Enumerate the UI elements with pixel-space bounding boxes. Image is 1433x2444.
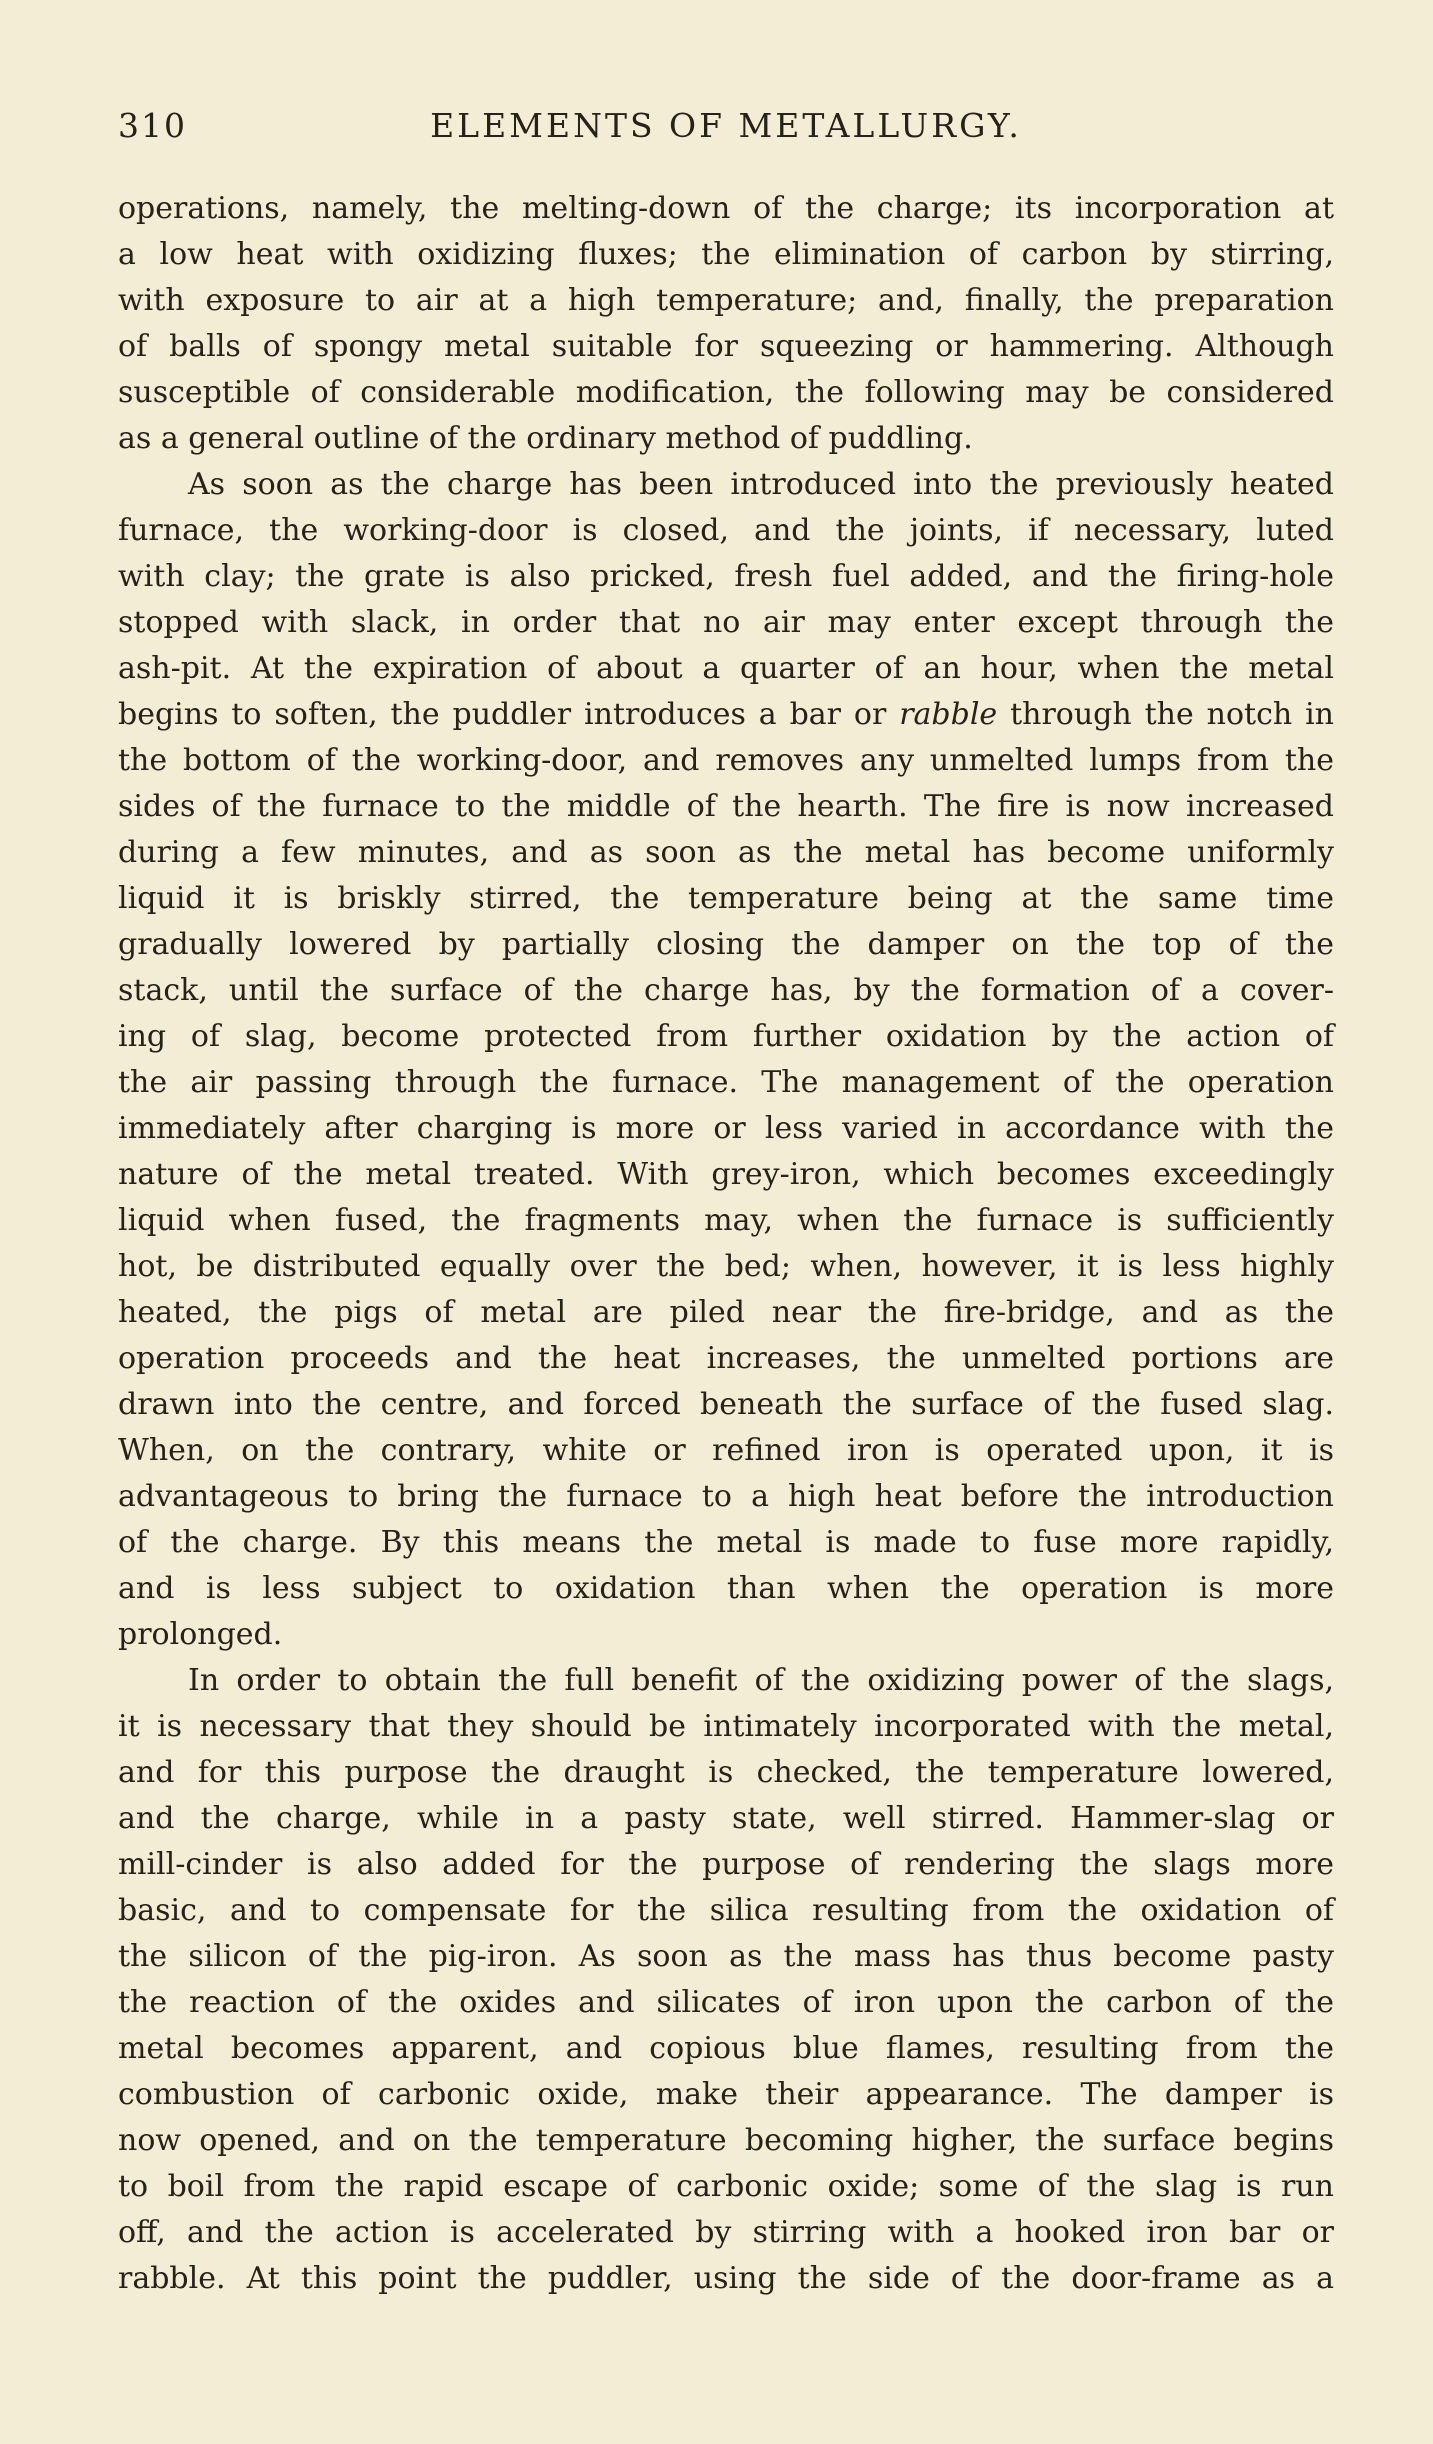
text-line: operation proceeds and the heat increases, the unmelted portions are [118,1341,1334,1376]
text-segment: begins to soften, the puddler introduces a bar or [118,697,900,732]
text-line: stopped with slack, in order that no air may enter except through the [118,605,1334,640]
text-line: a low heat with oxidizing fluxes; the elimination of carbon by stirring, [118,237,1334,272]
text-line: now opened, and on the temperature becoming higher, the surface begins [118,2123,1334,2158]
text-line: prolonged. [118,1617,283,1652]
text-line: of balls of spongy metal suitable for squeezing or hammering. Although [118,329,1334,364]
body-text [118,186,1334,2302]
italic-term: rabble [899,697,998,732]
book-page [118,100,1334,2302]
text-line: mill-cinder is also added for the purpose of rendering the slags more [118,1847,1334,1882]
text-line: the bottom of the working-door, and removes any unmelted lumps from the [118,743,1334,778]
text-line: of the charge. By this means the metal is made to fuse more rapidly, [118,1525,1334,1560]
text-line: combustion of carbonic oxide, make their appearance. The damper is [118,2077,1334,2112]
text-line: off, and the action is accelerated by stirring with a hooked iron bar or [118,2215,1334,2250]
text-line: the silicon of the pig-iron. As soon as the mass has thus become pasty [118,1939,1334,1974]
text-line: it is necessary that they should be intimately incorporated with the metal, [118,1709,1334,1744]
text-line [118,692,1334,738]
text-line: with exposure to air at a high temperature; and, finally, the preparation [118,283,1334,318]
text-line: during a few minutes, and as soon as the metal has become uniformly [118,835,1334,870]
text-line: sides of the furnace to the middle of the hearth. The fire is now increased [118,789,1334,824]
text-line: and is less subject to oxidation than when the operation is more [118,1571,1334,1606]
text-line: to boil from the rapid escape of carbonic oxide; some of the slag is run [118,2169,1334,2204]
text-line: the reaction of the oxides and silicates of iron upon the carbon of the [118,1985,1334,2020]
text-line: basic, and to compensate for the silica resulting from the oxidation of [118,1893,1334,1928]
text-line: rabble. At this point the puddler, using the side of the door-frame as a [118,2261,1334,2296]
text-line: hot, be distributed equally over the bed; when, however, it is less highly [118,1249,1334,1284]
text-line: ing of slag, become protected from further oxidation by the action of [118,1019,1334,1054]
text-line: susceptible of considerable modification, the following may be considered [118,375,1334,410]
text-line: nature of the metal treated. With grey-iron, which becomes exceedingly [118,1157,1334,1192]
text-line: metal becomes apparent, and copious blue flames, resulting from the [118,2031,1334,2066]
text-line: and for this purpose the draught is checked, the temperature lowered, [118,1755,1334,1790]
page-header [118,100,1334,160]
text-line: When, on the contrary, white or refined iron is operated upon, it is [118,1433,1334,1468]
text-line: operations, namely, the melting-down of the charge; its incorporation at [118,191,1334,226]
text-line: liquid when fused, the fragments may, when the furnace is sufficiently [118,1203,1334,1238]
page-number: 310 [118,106,187,145]
text-line: In order to obtain the full benefit of the oxidizing power of the slags, [188,1663,1334,1698]
text-line: with clay; the grate is also pricked, fresh fuel added, and the firing-hole [118,559,1334,594]
text-line: furnace, the working-door is closed, and the joints, if necessary, luted [118,513,1334,548]
text-line: heated, the pigs of metal are piled near the fire-bridge, and as the [118,1295,1334,1330]
text-line: the air passing through the furnace. The management of the operation [118,1065,1334,1100]
text-line: As soon as the charge has been introduced into the previously heated [188,467,1334,502]
text-line: liquid it is briskly stirred, the temperature being at the same time [118,881,1334,916]
text-line: ash-pit. At the expiration of about a quarter of an hour, when the metal [118,651,1334,686]
running-title: ELEMENTS OF METALLURGY. [430,106,1022,145]
text-line: advantageous to bring the furnace to a high heat before the introduction [118,1479,1334,1514]
text-segment: through the notch in [997,697,1334,732]
text-line: as a general outline of the ordinary method of puddling. [118,421,973,456]
text-line: stack, until the surface of the charge has, by the formation of a cover- [118,973,1334,1008]
text-line: drawn into the centre, and forced beneath the surface of the fused slag. [118,1387,1334,1422]
text-line: and the charge, while in a pasty state, well stirred. Hammer-slag or [118,1801,1334,1836]
text-line: gradually lowered by partially closing the damper on the top of the [118,927,1334,962]
text-line: immediately after charging is more or less varied in accordance with the [118,1111,1334,1146]
